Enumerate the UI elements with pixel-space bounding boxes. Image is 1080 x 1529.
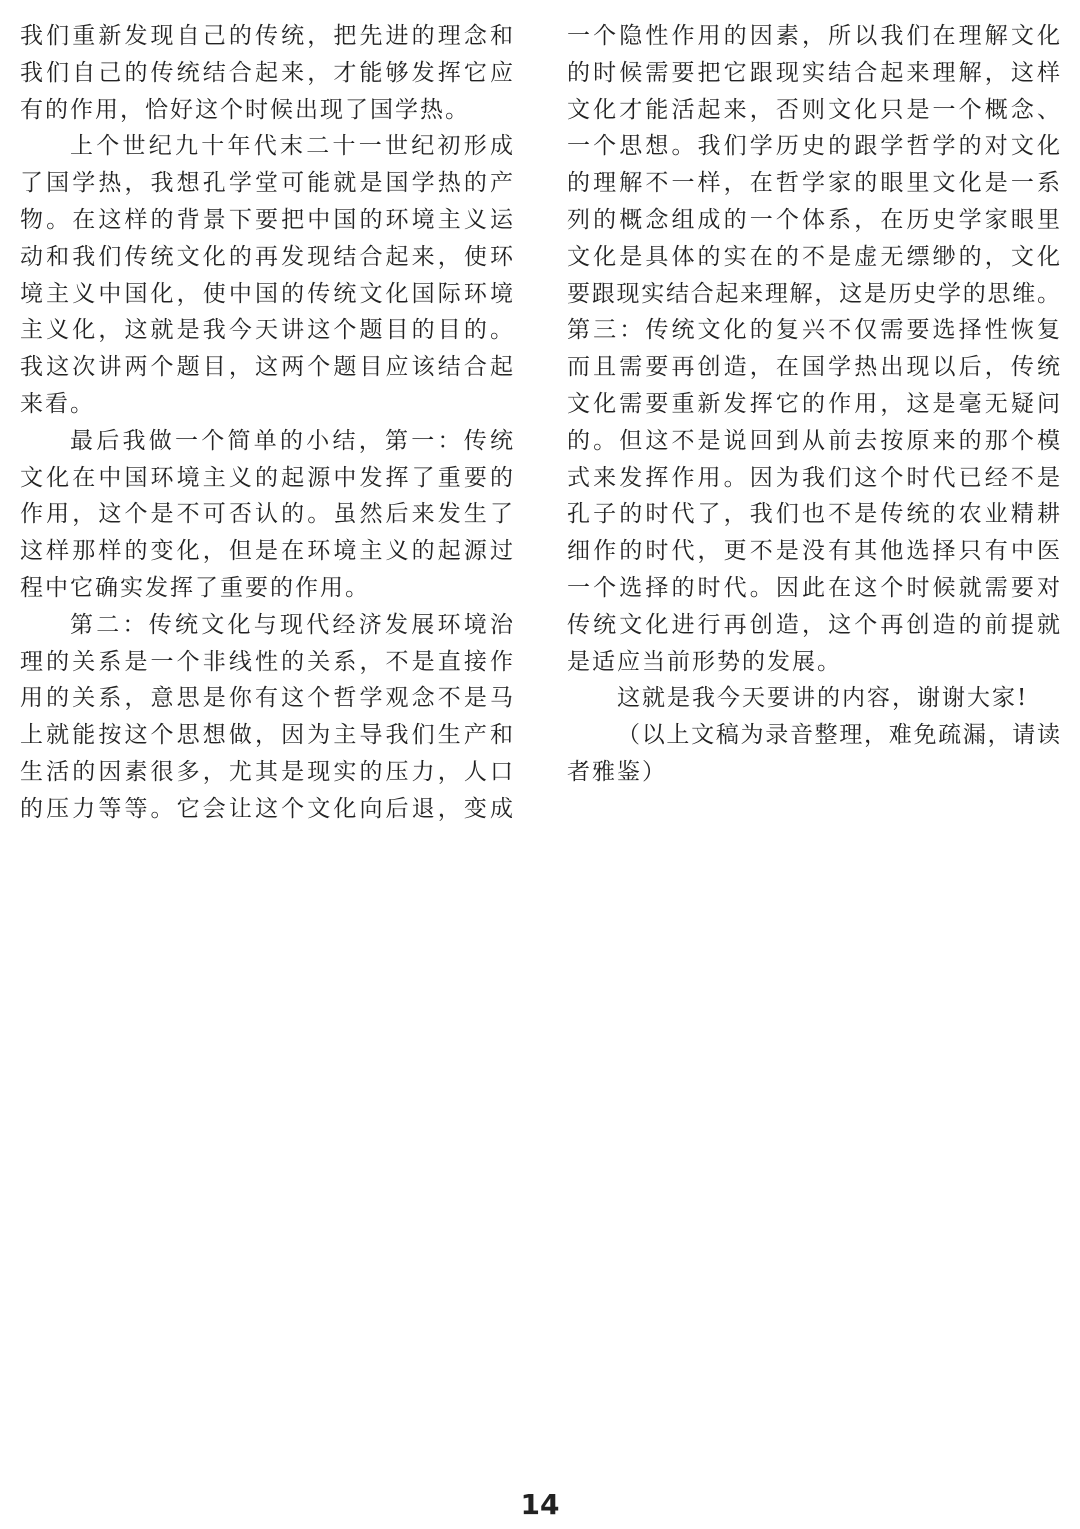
text-line: 文化需要重新发挥它的作用，这是毫无疑问: [567, 390, 1060, 417]
text-line: 理的关系是一个非线性的关系，不是直接作: [20, 648, 513, 675]
text-line: 的理解不一样，在哲学家的眼里文化是一系: [567, 170, 1060, 197]
text-line: 列的概念组成的一个体系，在历史学家眼里: [567, 206, 1060, 233]
text-line: 动和我们传统文化的再发现结合起来，使环: [20, 243, 513, 270]
text-line: 主义化，这就是我今天讲这个题目的目的。: [20, 317, 513, 344]
text-line: （以上文稿为录音整理，难免疏漏，请读: [617, 722, 1060, 749]
text-line: 这就是我今天要讲的内容，谢谢大家!: [617, 685, 1029, 712]
text-line: 程中它确实发挥了重要的作用。: [20, 574, 370, 601]
text-line: 我们自己的传统结合起来，才能够发挥它应: [20, 59, 513, 86]
text-line: 有的作用，恰好这个时候出现了国学热。: [20, 96, 470, 123]
text-line: 的。但这不是说回到从前去按原来的那个模: [567, 427, 1060, 454]
paragraph: [20, 607, 513, 828]
text-line: 要跟现实结合起来理解，这是历史学的思维。: [567, 280, 1060, 307]
right-column: [567, 18, 1060, 791]
paragraph: [20, 18, 513, 128]
paragraph: [567, 18, 1060, 680]
paragraph: [20, 423, 513, 607]
text-line: 第三：传统文化的复兴不仅需要选择性恢复: [567, 317, 1060, 344]
text-line: 一个隐性作用的因素，所以我们在理解文化: [567, 23, 1060, 49]
text-line: 了国学热，我想孔学堂可能就是国学热的产: [20, 170, 513, 197]
text-line: 第二：传统文化与现代经济发展环境治: [70, 611, 513, 638]
text-line: 用的关系，意思是你有这个哲学观念不是马: [20, 685, 513, 712]
text-line: 上个世纪九十年代末二十一世纪初形成: [70, 133, 513, 160]
paragraph: [567, 717, 1060, 791]
text-line: 而且需要再创造，在国学热出现以后，传统: [567, 354, 1060, 381]
text-line: 作用，这个是不可否认的。虽然后来发生了: [20, 501, 513, 528]
text-line: 生活的因素很多，尤其是现实的压力，人口: [20, 758, 513, 785]
text-line: 孔子的时代了，我们也不是传统的农业精耕: [567, 501, 1060, 528]
text-line: 我这次讲两个题目，这两个题目应该结合起: [20, 354, 513, 381]
text-line: 文化是具体的实在的不是虚无缥缈的，文化: [567, 243, 1060, 270]
text-line: 物。在这样的背景下要把中国的环境主义运: [20, 206, 513, 233]
text-line: 是适应当前形势的发展。: [567, 648, 842, 675]
page-number: 14: [520, 1488, 560, 1521]
text-line: 细作的时代，更不是没有其他选择只有中医: [567, 538, 1060, 565]
left-column: [20, 18, 513, 828]
paragraph: [20, 128, 513, 422]
text-line: 文化在中国环境主义的起源中发挥了重要的: [20, 464, 513, 491]
text-line: 式来发挥作用。因为我们这个时代已经不是: [567, 464, 1060, 491]
text-line: 上就能按这个思想做，因为主导我们生产和: [20, 722, 513, 749]
paragraph: [567, 680, 1060, 717]
text-line: 这样那样的变化，但是在环境主义的起源过: [20, 538, 513, 565]
text-line: 文化才能活起来，否则文化只是一个概念、: [567, 96, 1060, 123]
text-line: 一个选择的时代。因此在这个时候就需要对: [567, 574, 1060, 601]
text-line: 者雅鉴）: [567, 758, 667, 785]
text-line: 一个思想。我们学历史的跟学哲学的对文化: [567, 133, 1060, 160]
text-line: 的压力等等。它会让这个文化向后退，变成: [20, 795, 513, 822]
text-line: 最后我做一个简单的小结，第一：传统: [70, 427, 513, 454]
text-line: 我们重新发现自己的传统，把先进的理念和: [20, 23, 513, 49]
text-line: 来看。: [20, 390, 95, 417]
text-line: 境主义中国化，使中国的传统文化国际环境: [20, 280, 513, 307]
text-line: 传统文化进行再创造，这个再创造的前提就: [567, 611, 1060, 638]
text-line: 的时候需要把它跟现实结合起来理解，这样: [567, 59, 1060, 86]
